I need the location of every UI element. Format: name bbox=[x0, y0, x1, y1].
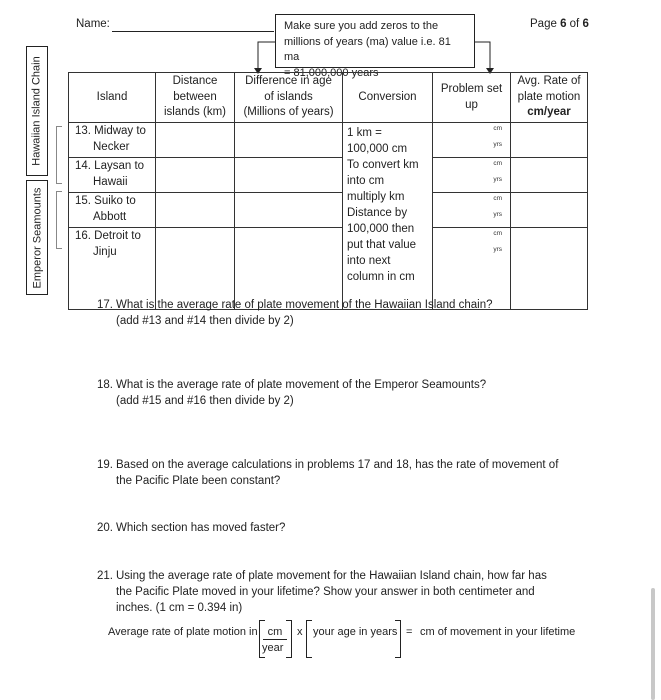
formula-numerator: cm bbox=[267, 626, 283, 638]
rate-input[interactable] bbox=[511, 158, 588, 193]
problem-input[interactable]: cm yrs bbox=[433, 158, 511, 193]
emperor-seamounts-label bbox=[26, 180, 48, 295]
question-21: 21. Using the average rate of plate movement for the Hawaiian Island chain, how far has the Pacific Plate moved in your lifetime? Show your answer in both centimeter and inches. (1 cm = 0.394 in) bbox=[97, 570, 547, 614]
note-line-1: Make sure you add zeros to the bbox=[284, 20, 439, 32]
question-20: 20. Which section has moved faster? bbox=[97, 522, 286, 534]
question-19: 19. Based on the average calculations in problems 17 and 18, has the rate of movement of the Pacific Plate been constant? bbox=[97, 459, 559, 487]
problem-input[interactable]: cm yrs bbox=[433, 193, 511, 228]
page-of: of bbox=[566, 18, 583, 30]
emperor-seamounts-text: Emperor Seamounts bbox=[31, 187, 44, 288]
header-difference: Difference in age of islands (Millions of years) bbox=[235, 73, 343, 123]
hawaiian-bracket bbox=[56, 126, 62, 184]
distance-input[interactable] bbox=[156, 123, 235, 158]
data-table bbox=[68, 72, 588, 310]
rate-input[interactable] bbox=[511, 123, 588, 158]
question-17: 17. What is the average rate of plate movement of the Hawaiian Island chain? (add #13 and #14 then divide by 2) bbox=[97, 299, 493, 327]
distance-input[interactable] bbox=[156, 193, 235, 228]
page-current: 6 bbox=[560, 18, 567, 30]
emperor-bracket bbox=[56, 191, 62, 249]
distance-input[interactable] bbox=[156, 158, 235, 193]
header-problem: Problem set up bbox=[433, 73, 511, 123]
age-bracket-right bbox=[395, 620, 401, 658]
table-row bbox=[69, 158, 588, 193]
formula-prefix: Average rate of plate motion in bbox=[108, 626, 258, 638]
island-cell: 14. Laysan to Hawaii bbox=[69, 158, 156, 193]
problem-input[interactable]: cm yrs bbox=[433, 228, 511, 310]
arrow-to-problem bbox=[475, 42, 490, 72]
header-distance: Distance between islands (km) bbox=[156, 73, 235, 123]
difference-input[interactable] bbox=[235, 123, 343, 158]
note-line-2: millions of years (ma) value i.e. 81 ma bbox=[284, 35, 451, 63]
arrow-to-difference bbox=[258, 42, 275, 72]
table-row bbox=[69, 123, 588, 158]
header-conversion: Conversion bbox=[343, 73, 433, 123]
formula-result: cm of movement in your lifetime bbox=[420, 626, 576, 638]
note-line-3: = 81,000,000 years bbox=[284, 66, 379, 79]
name-label: Name: bbox=[76, 18, 110, 30]
rate-input[interactable] bbox=[511, 193, 588, 228]
hawaiian-chain-text: Hawaiian Island Chain bbox=[31, 56, 44, 166]
fraction-bracket-right bbox=[286, 620, 292, 658]
difference-input[interactable] bbox=[235, 193, 343, 228]
island-cell: 15. Suiko to Abbott bbox=[69, 193, 156, 228]
hawaiian-chain-label bbox=[26, 46, 48, 176]
difference-input[interactable] bbox=[235, 158, 343, 193]
table-row bbox=[69, 193, 588, 228]
header-rate: Avg. Rate of plate motion cm/year bbox=[511, 73, 588, 123]
problem-input[interactable]: cm yrs bbox=[433, 123, 511, 158]
fraction-line bbox=[263, 639, 287, 640]
table-header-row bbox=[69, 73, 588, 123]
island-cell: 16. Detroit to Jinju bbox=[69, 228, 156, 310]
formula-times: x bbox=[297, 626, 303, 638]
formula-age: your age in years bbox=[313, 626, 398, 638]
island-cell: 13. Midway to Necker bbox=[69, 123, 156, 158]
conversion-cell: 1 km = 100,000 cm To convert km into cm multiply km Distance by 100,000 then put that value into next column in cm bbox=[343, 123, 433, 310]
page-total: 6 bbox=[582, 18, 589, 30]
page-number bbox=[530, 18, 589, 30]
age-bracket-left bbox=[306, 620, 312, 658]
page-prefix: Page bbox=[530, 18, 561, 30]
formula-equals: = bbox=[406, 626, 413, 638]
formula-denominator: year bbox=[262, 642, 284, 654]
scrollbar[interactable] bbox=[651, 588, 655, 700]
header-island: Island bbox=[69, 73, 156, 123]
note-arrows bbox=[240, 28, 500, 76]
question-18: 18. What is the average rate of plate movement of the Emperor Seamounts? (add #15 and #16 then divide by 2) bbox=[97, 379, 487, 407]
